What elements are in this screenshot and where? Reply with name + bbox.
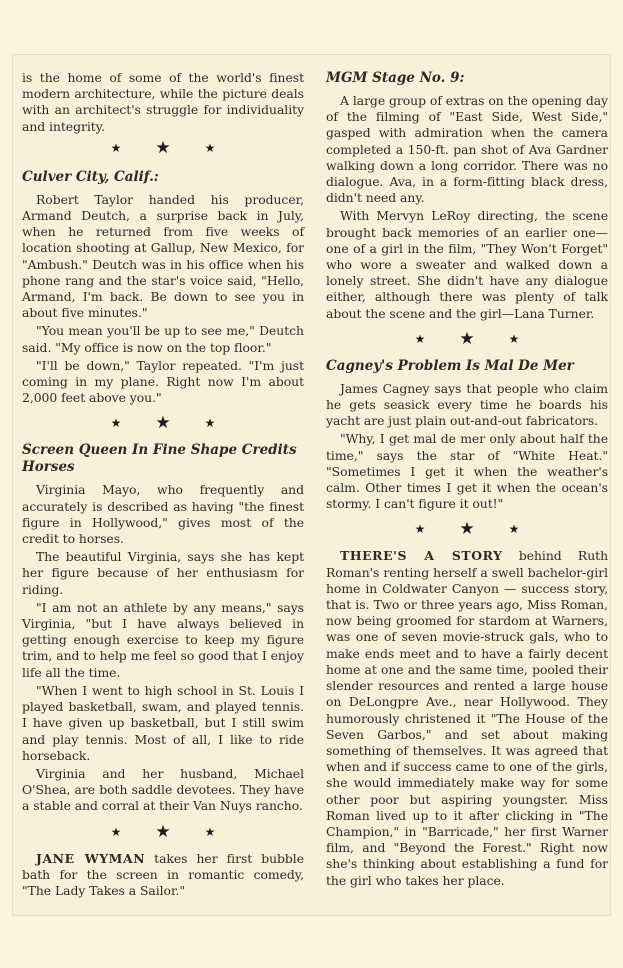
star-icon: ★ [508, 331, 520, 346]
star-separator [22, 413, 304, 434]
star-separator [22, 137, 304, 158]
star-icon: ★ [110, 824, 122, 839]
mayo-paragraph-4: "When I went to high school in St. Louis I played basketball, swam, and played tennis. I have given up basketball, but I still swim and play tennis. Most of all, I like to ride horseback. [22, 682, 304, 763]
mayo-paragraph-1: Virginia Mayo, who frequently and accurately is described as having "the finest figure in Hollywood," gives most of the credit to horses. [22, 482, 304, 547]
cagney-paragraph-1: James Cagney says that people who claim he gets seasick every time he boards his yacht are just plain out-and-out fabricators. [326, 380, 608, 429]
mgm-paragraph-2: With Mervyn LeRoy directing, the scene brought back memories of an earlier one—one of a girl in the film, "They Won't Forget" who wore a sweater and walked down a lonely street. She didn't have any dialogue either, although there was plenty of talk about the scene and the girl—Lana Turner. [326, 208, 608, 321]
star-icon: ★ [414, 522, 426, 537]
star-separator [326, 328, 608, 349]
star-icon: ★ [414, 331, 426, 346]
roman-paragraph [326, 548, 608, 888]
wyman-paragraph [22, 851, 304, 900]
star-icon: ★ [204, 140, 216, 155]
star-icon: ★ [110, 140, 122, 155]
cagney-heading: Cagney's Problem Is Mal De Mer [326, 357, 574, 374]
star-icon: ★ [459, 328, 475, 349]
wyman-text: takes her first bubble bath for the screen in romantic comedy, "The Lady Takes a Sailor." [22, 850, 304, 898]
star-icon: ★ [155, 413, 171, 434]
star-icon: ★ [110, 416, 122, 431]
mgm-stage-heading: MGM Stage No. 9: [326, 70, 465, 86]
star-separator [326, 519, 608, 540]
mayo-paragraph-5: Virginia and her husband, Michael O'Shea, are both saddle devotees. They have a stable and corral at their Van Nuys rancho. [22, 765, 304, 814]
right-column [326, 70, 608, 889]
star-icon: ★ [155, 137, 171, 158]
roman-lead: THERE'S A STORY [340, 548, 503, 564]
mayo-paragraph-3: "I am not an athlete by any means," says Virginia, "but I have always believed in getting enough exercise to keep my figure trim, and to help me feel so good that I enjoy life all the time. [22, 599, 304, 680]
star-icon: ★ [155, 821, 171, 842]
star-icon: ★ [508, 522, 520, 537]
left-column [22, 70, 304, 899]
screen-queen-heading: Screen Queen In Fine Shape Credits Horses [22, 442, 297, 476]
cagney-paragraph-2: "Why, I get mal de mer only about half the time," says the star of "White Heat." "Sometimes I get it when the weather's calm. Other times I get it when the ocean's stormy. I can't figure it out!" [326, 431, 608, 512]
taylor-paragraph-3: "I'll be down," Taylor repeated. "I'm just coming in my plane. Right now I'm about 2,000 feet above you." [22, 357, 304, 406]
star-icon: ★ [459, 519, 475, 540]
taylor-paragraph-2: "You mean you'll be up to see me," Deutch said. "My office is now on the top floor." [22, 323, 304, 355]
mayo-paragraph-2: The beautiful Virginia, says she has kept her figure because of her enthusiasm for riding. [22, 549, 304, 597]
star-icon: ★ [204, 824, 216, 839]
taylor-paragraph-1: Robert Taylor handed his producer, Armand Deutch, a surprise back in July, when he returned from five weeks of location shooting at Gallup, New Mexico, for "Ambush." Deutch was in his office when his phone rang and the star's voice said, "Hello, Armand, I'm back. Be down to see you in about five minutes." [22, 191, 304, 321]
roman-text: behind Ruth Roman's renting herself a swell bachelor-girl home in Coldwater Canyon — success story, that is. Two or three years ago, Miss Roman, now being groomed for stardom at Warners, was one of seven movie-struck gals, who to make ends meet and to have a fairly decent home at one and the same time, pooled their slender resources and rented a large house on DeLongpre Ave., near Hollywood. They humorously christened it "The House of the Seven Garbos," and set about making something of themselves. It was agreed that when and if success came to one of the girls, she would immediately make way for some other poor but aspiring youngster. Miss Roman lived up to it after clicking in "The Champion," in "Barricade," her first Warner film, and "Beyond the Forest." Right now she's thinking about establishing a fund for the girl who takes her place. [326, 548, 608, 888]
culver-city-heading: Culver City, Calif.: [22, 168, 159, 185]
intro-paragraph: is the home of some of the world's finest modern architecture, while the picture deals with an architect's struggle for individuality and integrity. [22, 70, 304, 134]
star-separator [22, 821, 304, 842]
wyman-lead: JANE WYMAN [36, 850, 146, 866]
mgm-paragraph-1: A large group of extras on the opening day of the filming of "East Side, West Side," gasped with admiration when the camera completed a 150-ft. pan shot of Ava Gardner walking down a long corridor. There was no dialogue. Ava, in a form-fitting black dress, didn't need any. [326, 93, 608, 206]
star-icon: ★ [204, 416, 216, 431]
